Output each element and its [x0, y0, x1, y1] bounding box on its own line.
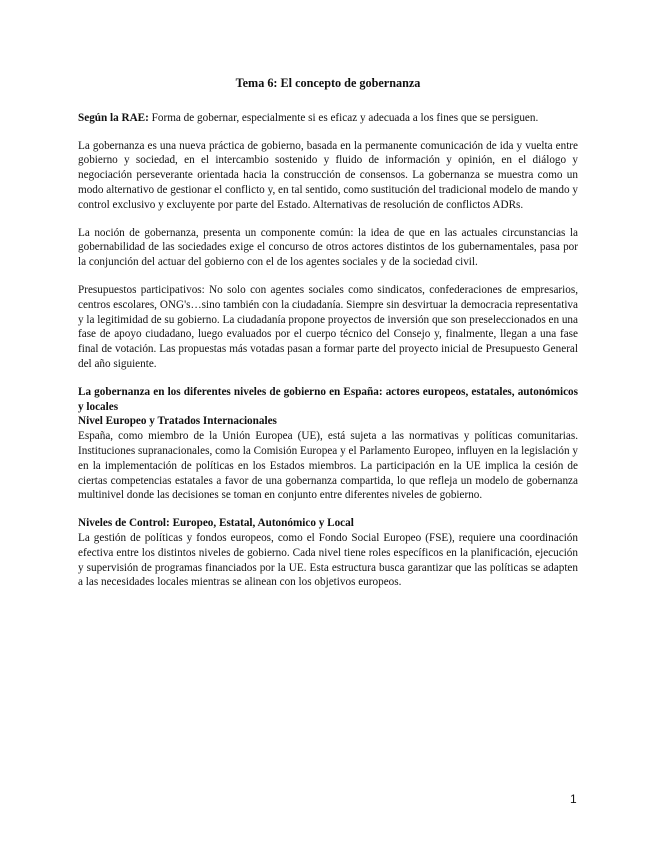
subheading-european-level: Nivel Europeo y Tratados Internacionales — [78, 415, 277, 428]
paragraph-governance-notion: La noción de gobernanza, presenta un componente común: la idea de que en las actuales circunstancias la gobernabilidad de las sociedades exige el concurso de otros actores distintos de los gubernamentales, pasa por la conjunción del actuar del gobierno con el de los agentes sociales y de la sociedad civil. — [78, 226, 578, 269]
rae-label: Según la RAE: — [78, 111, 149, 124]
paragraph-european-level: España, como miembro de la Unión Europea (UE), está sujeta a las normativas y políticas comunitarias. Instituciones supranacionales, como la Comisión Europea y el Parlamento Europeo, influyen en la legislación y en la implementación de políticas en los Estados miembros. La participación en la UE implica la cesión de ciertas competencias estatales a favor de una gobernanza compartida, lo que refleja un modelo de gobernanza multinivel donde las decisiones se toman en conjunto entre diferentes niveles de gobierno. — [78, 430, 578, 502]
page-title: Tema 6: El concepto de gobernanza — [235, 76, 421, 90]
section-heading-levels: La gobernanza en los diferentes niveles de gobierno en España: actores europeos, estatales, autonómicos y locales — [78, 385, 578, 413]
rae-definition — [78, 111, 578, 126]
paragraph-participatory-budgets: Presupuestos participativos: No solo con agentes sociales como sindicatos, confederaciones de empresarios, centros escolares, ONG's…sino también con la ciudadanía. Siempre sin desvirtuar la democracia representativa y la legitimidad de su gobierno. La ciudadanía propone proyectos de inversión que son preseleccionados en una fase de apoyo ciudadano, luego evaluados por el cuerpo técnico del Consejo y, finalmente, llegan a una fase final de votación. Las propuestas más votadas pasan a formar parte del proyecto inicial de Presupuesto General del año siguiente. — [78, 283, 578, 370]
document-body — [78, 76, 578, 590]
rae-definition-text: Forma de gobernar, especialmente si es eficaz y adecuada a los fines que se persiguen. — [148, 111, 539, 124]
page-number: 1 — [570, 792, 577, 806]
paragraph-governance-practice: La gobernanza es una nueva práctica de gobierno, basada en la permanente comunicación de ida y vuelta entre gobierno y sociedad, en el intercambio sostenido y fluido de información y opinión, en el diálogo y negociación perseverante orientada hacia la construcción de consensos. La gobernanza se muestra como un modo alternativo de gestionar el conflicto y, en tal sentido, como sustitución del tradicional modelo de mando y control exclusivo y excluyente por parte del Estado. Alternativas de resolución de conflictos ADRs. — [78, 139, 578, 211]
subheading-control-levels: Niveles de Control: Europeo, Estatal, Autonómico y Local — [78, 517, 354, 530]
paragraph-control-levels: La gestión de políticas y fondos europeos, como el Fondo Social Europeo (FSE), requiere una coordinación efectiva entre los distintos niveles de gobierno. Cada nivel tiene roles específicos en la planificación, ejecución y supervisión de programas financiados por la UE. Esta estructura busca garantizar que las políticas se adapten a las necesidades locales mientras se alinean con los objetivos europeos. — [78, 531, 578, 589]
